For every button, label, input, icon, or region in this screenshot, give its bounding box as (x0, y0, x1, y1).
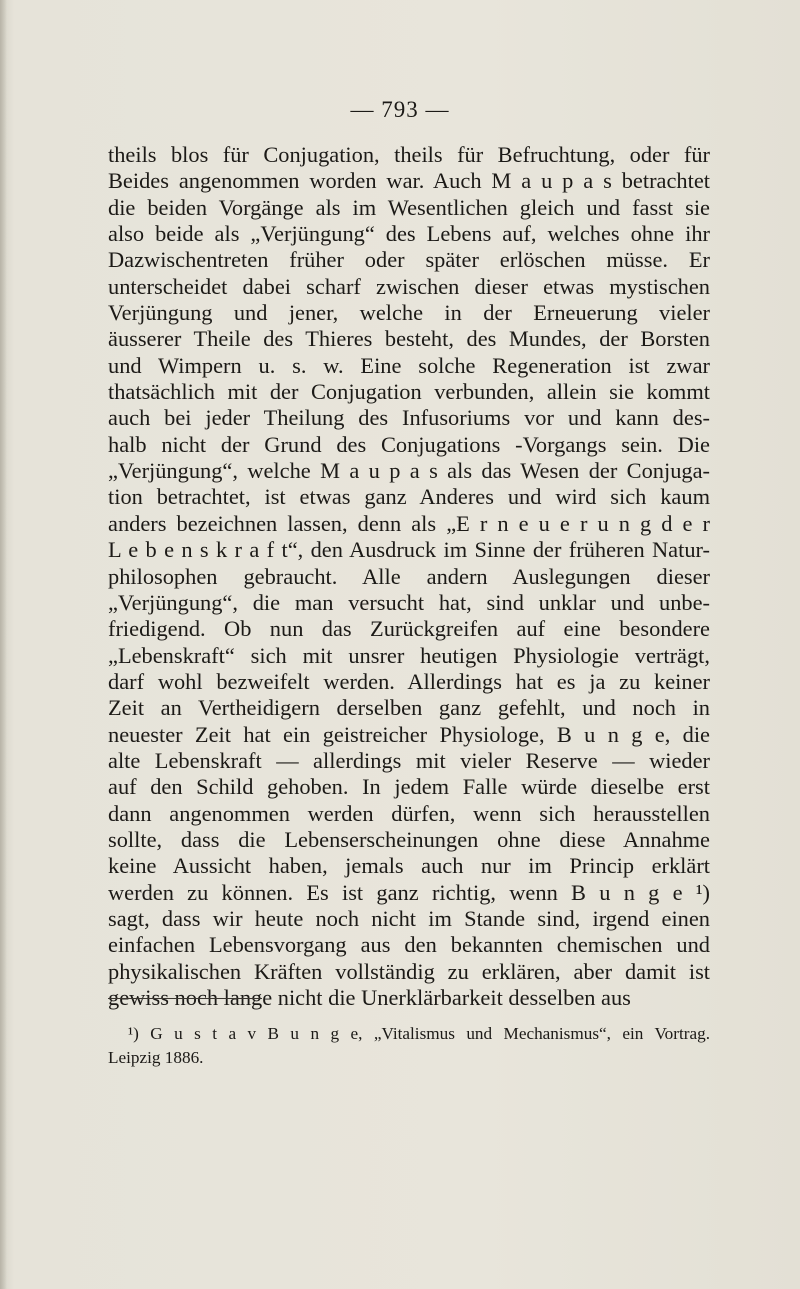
text-line: friedigend. Ob nun das Zurückgreifen auf eine besondere (108, 616, 710, 642)
text-line: werden zu können. Es ist ganz richtig, wenn B u n g e ¹) (108, 879, 710, 905)
text-line: sollte, dass die Lebenserscheinungen ohne diese Annahme (108, 826, 710, 852)
text-line: physikalischen Kräften vollständig zu erklären, aber damit ist (108, 958, 710, 984)
text-line: also beide als „Verjüngung“ des Lebens auf, welches ohne ihr (108, 221, 710, 247)
text-line: anders bezeichnen lassen, denn als „E r n e u e r u n g d e r (108, 510, 710, 536)
text-line: Zeit an Vertheidigern derselben ganz gefehlt, und noch in (108, 695, 710, 721)
text-line: die beiden Vorgänge als im Wesentlichen gleich und fasst sie (108, 194, 710, 220)
text-line: philosophen gebraucht. Alle andern Auslegungen dieser (108, 563, 710, 589)
text-line: keine Aussicht haben, jemals auch nur im Princip erklärt (108, 853, 710, 879)
text-line: sagt, dass wir heute noch nicht im Stande sind, irgend einen (108, 905, 710, 931)
text-line: einfachen Lebensvorgang aus den bekannten chemischen und (108, 932, 710, 958)
text-line: dann angenommen werden dürfen, wenn sich herausstellen (108, 800, 710, 826)
body-text (108, 142, 710, 1011)
text-line: auf den Schild gehoben. In jedem Falle würde dieselbe erst (108, 774, 710, 800)
text-line: äusserer Theile des Thieres besteht, des Mundes, der Borsten (108, 326, 710, 352)
text-line: Verjüngung und jener, welche in der Erneuerung vieler (108, 300, 710, 326)
page-gutter-shadow (0, 0, 7, 1289)
text-line: „Lebenskraft“ sich mit unsrer heutigen Physiologie verträgt, (108, 642, 710, 668)
text-line: alte Lebenskraft — allerdings mit vieler Reserve — wieder (108, 747, 710, 773)
text-line: „Verjüngung“, die man versucht hat, sind unklar und unbe- (108, 589, 710, 615)
text-line: L e b e n s k r a f t“, den Ausdruck im Sinne der früheren Natur- (108, 537, 710, 563)
footnote (108, 1022, 710, 1069)
text-line: neuester Zeit hat ein geistreicher Physiologe, B u n g e, die (108, 721, 710, 747)
footnote-line: Leipzig 1886. (108, 1047, 204, 1067)
text-line: und Wimpern u. s. w. Eine solche Regeneration ist zwar (108, 352, 710, 378)
footnote-line: ¹) G u s t a v B u n g e, „Vitalismus und Mechanismus“, ein Vortrag. (128, 1024, 710, 1043)
text-line: „Verjüngung“, welche M a u p a s als das Wesen der Conjuga- (108, 458, 710, 484)
text-line: theils blos für Conjugation, theils für Befruchtung, oder für (108, 142, 710, 167)
text-line: auch bei jeder Theilung des Infusoriums vor und kann des- (108, 405, 710, 431)
text-line: Beides angenommen worden war. Auch M a u p a s betrachtet (108, 168, 710, 194)
footnote-divider (108, 998, 262, 999)
text-line: thatsächlich mit der Conjugation verbunden, allein sie kommt (108, 379, 710, 405)
text-line: halb nicht der Grund des Conjugations -Vorgangs sein. Die (108, 431, 710, 457)
text-line: Dazwischentreten früher oder später erlöschen müsse. Er (108, 247, 710, 273)
text-line: tion betrachtet, ist etwas ganz Anderes und wird sich kaum (108, 484, 710, 510)
text-line: darf wohl bezweifelt werden. Allerdings hat es ja zu keiner (108, 668, 710, 694)
text-line: gewiss noch lange nicht die Unerklärbarkeit desselben aus (108, 985, 631, 1010)
page-number: — 793 — (350, 97, 450, 122)
text-line: unterscheidet dabei scharf zwischen dieser etwas mystischen (108, 273, 710, 299)
